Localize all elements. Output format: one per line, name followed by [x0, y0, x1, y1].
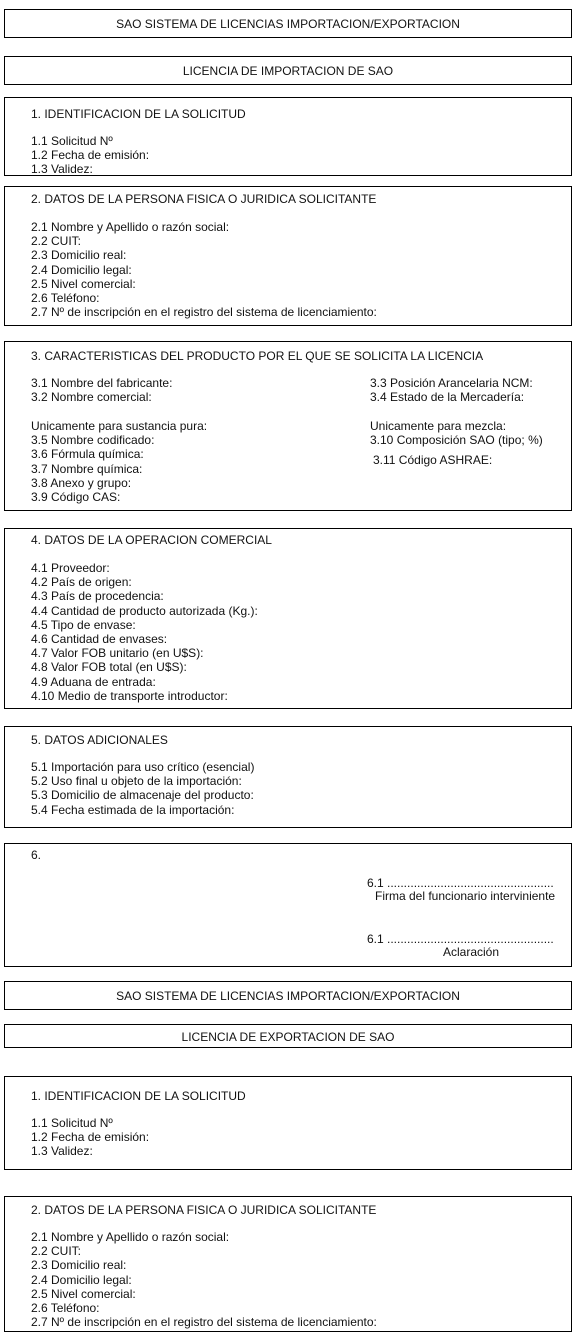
field-composicion-sao: 3.10 Composición SAO (tipo; %) — [370, 433, 543, 448]
field-medio-transporte: 4.10 Medio de transporte introductor: — [31, 688, 228, 703]
field-fecha-emision: 1.2 Fecha de emisión: — [31, 1130, 150, 1145]
field-aduana-entrada: 4.9 Aduana de entrada: — [31, 674, 156, 689]
field-cuit: 2.2 CUIT: — [31, 1244, 82, 1259]
field-codigo-ashrae: 3.11 Código ASHRAE: — [373, 453, 493, 468]
field-inscripcion: 2.7 Nº de inscripción en el registro del sistema de licenciamiento: — [31, 1315, 377, 1330]
field-nombre: 2.1 Nombre y Apellido o razón social: — [31, 220, 230, 234]
field-telefono: 2.6 Teléfono: — [31, 291, 100, 306]
field-list-right-top — [370, 376, 533, 404]
import-section-3 — [4, 341, 572, 511]
import-section-4 — [4, 528, 572, 709]
field-list — [31, 760, 254, 817]
section-title: 5. DATOS ADICIONALES — [31, 733, 168, 747]
field-validez: 1.3 Validez: — [31, 1144, 93, 1159]
field-estado-mercaderia: 3.4 Estado de la Mercadería: — [370, 390, 525, 405]
field-pais-origen: 4.2 País de origen: — [31, 575, 132, 590]
field-domicilio-legal: 2.4 Domicilio legal: — [31, 262, 132, 277]
field-fecha-emision: 1.2 Fecha de emisión: — [31, 148, 150, 163]
export-section-2 — [4, 1196, 572, 1332]
field-proveedor: 4.1 Proveedor: — [31, 561, 110, 575]
field-list — [31, 1116, 149, 1159]
field-list-left-bottom — [31, 419, 207, 504]
export-section-1 — [4, 1076, 572, 1170]
field-cuit: 2.2 CUIT: — [31, 234, 82, 249]
field-list — [31, 561, 258, 703]
field-uso-critico: 5.1 Importación para uso crítico (esencial) — [31, 760, 255, 774]
field-posicion-arancelaria: 3.3 Posición Arancelaria NCM: — [370, 376, 533, 390]
section-title: 2. DATOS DE LA PERSONA FISICA O JURIDICA SOLICITANTE — [31, 1203, 377, 1217]
field-list-left-top — [31, 376, 172, 404]
field-cantidad-envases: 4.6 Cantidad de envases: — [31, 632, 168, 647]
field-validez: 1.3 Validez: — [31, 162, 93, 177]
field-nombre-codificado: 3.5 Nombre codificado: — [31, 433, 155, 448]
import-section-1 — [4, 97, 572, 176]
field-list — [31, 1230, 377, 1329]
field-fob-unitario: 4.7 Valor FOB unitario (en U$S): — [31, 646, 204, 661]
import-section-6 — [4, 843, 572, 967]
field-nombre: 2.1 Nombre y Apellido o razón social: — [31, 1230, 230, 1244]
field-tipo-envase: 4.5 Tipo de envase: — [31, 617, 136, 632]
import-license-title-box — [4, 56, 572, 85]
export-license-title: LICENCIA DE EXPORTACION DE SAO — [181, 1030, 395, 1044]
field-list — [31, 220, 377, 319]
label-sustancia-pura: Unicamente para sustancia pura: — [31, 419, 208, 433]
field-solicitud: 1.1 Solicitud Nº — [31, 1116, 113, 1130]
import-system-title-box — [4, 9, 572, 38]
section-title: 4. DATOS DE LA OPERACION COMERCIAL — [31, 533, 272, 547]
field-nombre-comercial: 3.2 Nombre comercial: — [31, 390, 152, 405]
import-section-2 — [4, 186, 572, 326]
field-uso-final: 5.2 Uso final u objeto de la importación: — [31, 774, 242, 789]
section-title: 2. DATOS DE LA PERSONA FISICA O JURIDICA SOLICITANTE — [31, 192, 377, 206]
field-formula-quimica: 3.6 Fórmula química: — [31, 447, 144, 462]
signature-line-1: 6.1 .................................................. — [367, 876, 554, 890]
field-list-right-bottom — [370, 419, 543, 468]
export-system-title: SAO SISTEMA DE LICENCIAS IMPORTACION/EXPORTACION — [116, 989, 460, 1003]
field-inscripcion: 2.7 Nº de inscripción en el registro del sistema de licenciamiento: — [31, 305, 377, 320]
clarification-label: Aclaración — [443, 945, 500, 959]
field-domicilio-real: 2.3 Domicilio real: — [31, 1258, 127, 1273]
field-domicilio-almacenaje: 5.3 Domicilio de almacenaje del producto: — [31, 788, 254, 803]
field-nivel-comercial: 2.5 Nivel comercial: — [31, 276, 136, 291]
import-system-title: SAO SISTEMA DE LICENCIAS IMPORTACION/EXPORTACION — [116, 17, 460, 31]
signature-line-2: 6.1 .................................................. — [367, 932, 554, 946]
field-nivel-comercial: 2.5 Nivel comercial: — [31, 1286, 136, 1301]
field-domicilio-real: 2.3 Domicilio real: — [31, 248, 127, 263]
field-fob-total: 4.8 Valor FOB total (en U$S): — [31, 660, 187, 675]
field-codigo-cas: 3.9 Código CAS: — [31, 490, 121, 505]
export-system-title-box — [4, 981, 572, 1010]
signature-label: Firma del funcionario interviniente — [375, 889, 556, 903]
section-title: 1. IDENTIFICACION DE LA SOLICITUD — [31, 107, 246, 121]
import-license-title: LICENCIA DE IMPORTACION DE SAO — [182, 64, 394, 78]
field-fabricante: 3.1 Nombre del fabricante: — [31, 376, 173, 390]
field-telefono: 2.6 Teléfono: — [31, 1301, 100, 1316]
field-anexo-grupo: 3.8 Anexo y grupo: — [31, 475, 132, 490]
field-list — [31, 134, 149, 177]
field-fecha-estimada: 5.4 Fecha estimada de la importación: — [31, 802, 235, 817]
field-solicitud: 1.1 Solicitud Nº — [31, 134, 113, 148]
field-cantidad-autorizada: 4.4 Cantidad de producto autorizada (Kg.): — [31, 603, 258, 618]
field-pais-procedencia: 4.3 País de procedencia: — [31, 589, 164, 604]
field-domicilio-legal: 2.4 Domicilio legal: — [31, 1272, 132, 1287]
export-license-title-box — [4, 1024, 572, 1048]
section-title: 1. IDENTIFICACION DE LA SOLICITUD — [31, 1089, 246, 1103]
label-mezcla: Unicamente para mezcla: — [370, 419, 507, 433]
section-title: 3. CARACTERISTICAS DEL PRODUCTO POR EL QUE SE SOLICITA LA LICENCIA — [31, 349, 484, 363]
section-title: 6. — [31, 848, 42, 862]
field-nombre-quimica: 3.7 Nombre química: — [31, 461, 143, 476]
import-section-5 — [4, 726, 572, 828]
